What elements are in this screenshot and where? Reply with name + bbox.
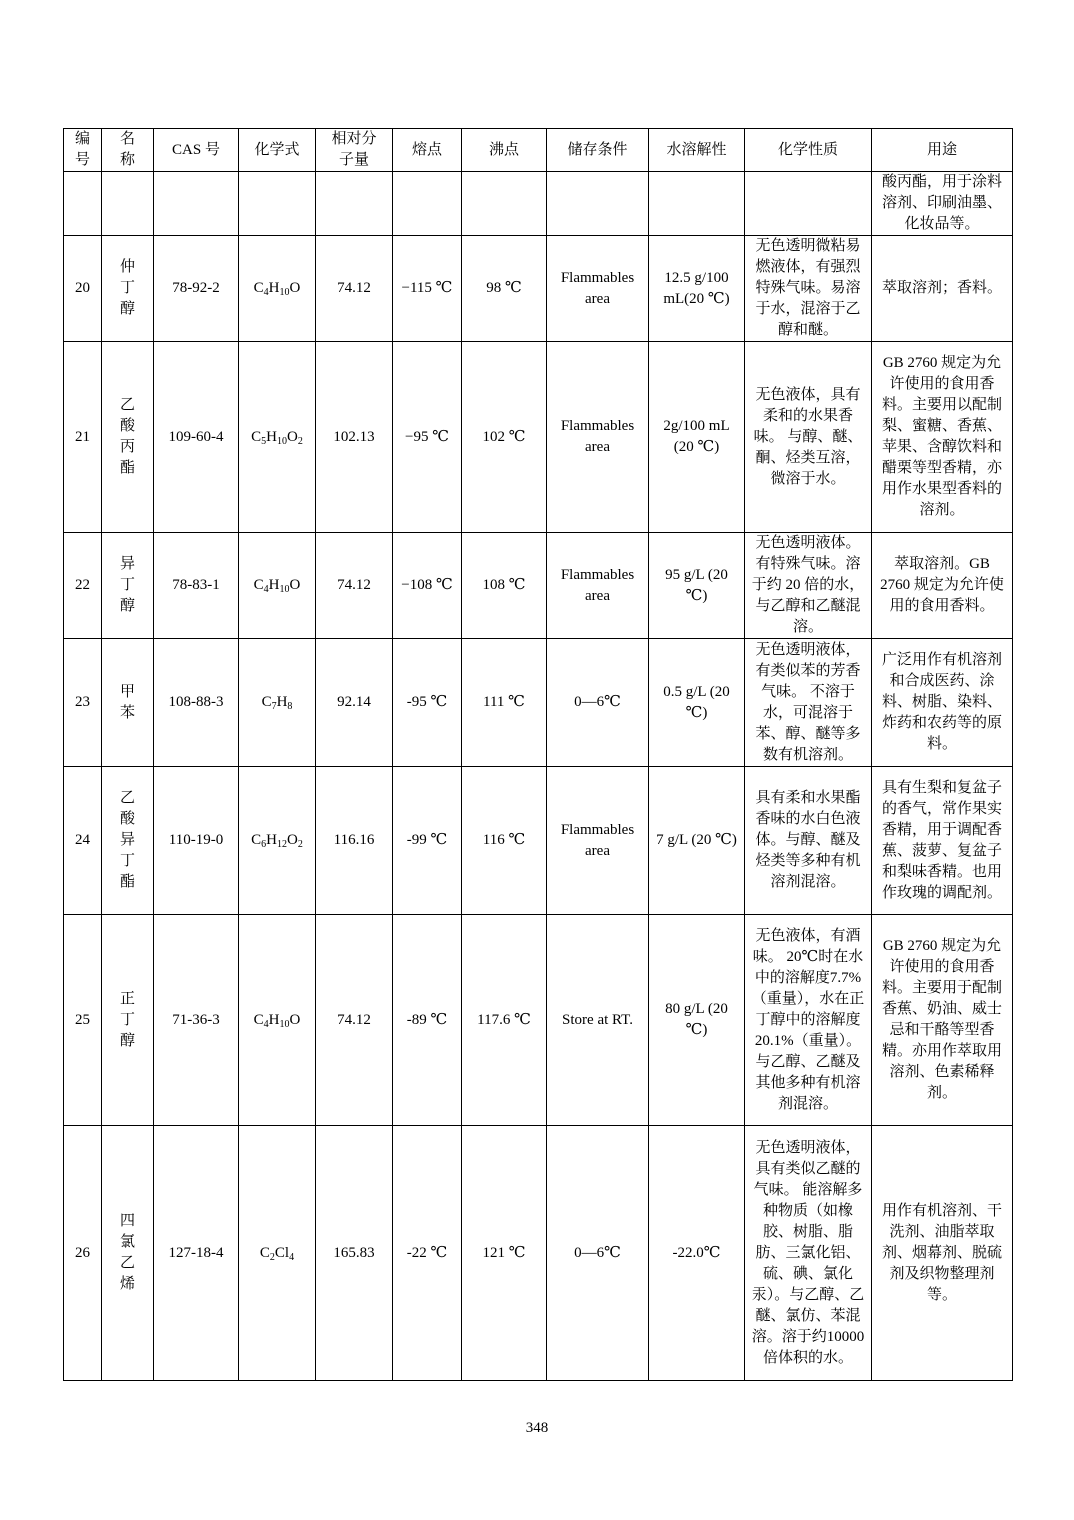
cell-name: 正丁醇 xyxy=(102,915,154,1126)
cell-properties: 无色液体，具有柔和的水果香味。 与醇、醚、酮、烃类互溶，微溶于水。 xyxy=(745,342,872,533)
cell-formula xyxy=(239,533,316,639)
cell-name: 乙酸丙酯 xyxy=(102,342,154,533)
cell-storage: Flammables area xyxy=(547,533,649,639)
cell-empty xyxy=(462,172,547,236)
cell-empty xyxy=(102,172,154,236)
header-row xyxy=(64,129,1013,172)
cell-mw: 92.14 xyxy=(316,639,393,767)
header-formula: 化学式 xyxy=(239,129,316,172)
continuation-row xyxy=(64,172,1013,236)
cell-storage: 0—6℃ xyxy=(547,1126,649,1381)
header-properties: 化学性质 xyxy=(745,129,872,172)
table-row xyxy=(64,1126,1013,1381)
formula-subscript: 4 xyxy=(263,584,269,595)
continuation-use: 酸丙酯，用于涂料溶剂、印刷油墨、化妆品等。 xyxy=(872,172,1013,236)
formula-subscript: 12 xyxy=(277,839,287,850)
formula-subscript: 10 xyxy=(279,1018,290,1030)
cell-empty xyxy=(745,172,872,236)
cell-solubility: 80 g/L (20 ℃) xyxy=(649,915,745,1126)
cell-solubility: 7 g/L (20 ℃) xyxy=(649,767,745,915)
header-no: 编号 xyxy=(64,129,102,172)
cell-bp: 116 ℃ xyxy=(462,767,547,915)
formula-element: H xyxy=(268,577,280,593)
formula-element: C xyxy=(261,694,272,710)
formula-subscript: 4 xyxy=(289,1251,295,1263)
formula-element: C xyxy=(253,1011,264,1028)
cell-formula xyxy=(239,767,316,915)
cell-mw: 165.83 xyxy=(316,1126,393,1381)
formula-element: C xyxy=(251,832,262,848)
cell-use: 广泛用作有机溶剂和合成医药、涂料、树脂、染料、炸药和农药等的原料。 xyxy=(872,639,1013,767)
formula-element: O xyxy=(287,428,298,445)
cell-mw: 74.12 xyxy=(316,236,393,342)
formula-element: H xyxy=(268,1011,280,1028)
cell-storage: Flammables area xyxy=(547,767,649,915)
table-row xyxy=(64,639,1013,767)
cell-properties: 具有柔和水果酯香味的水白色液体。与醇、醚及烃类等多种有机溶剂混溶。 xyxy=(745,767,872,915)
cell-no: 21 xyxy=(64,342,102,533)
formula-subscript: 7 xyxy=(271,701,277,712)
cell-mp: -95 ℃ xyxy=(393,639,462,767)
formula-element: H xyxy=(276,694,288,710)
cell-mw: 116.16 xyxy=(316,767,393,915)
formula-element: O xyxy=(289,280,301,296)
cell-use: GB 2760 规定为允许使用的食用香料。主要用于配制香蕉、奶油、威士忌和干酪等型香精。亦用作萃取用溶剂、色素稀释剂。 xyxy=(872,915,1013,1126)
cell-solubility: 0.5 g/L (20 ℃) xyxy=(649,639,745,767)
cell-no: 22 xyxy=(64,533,102,639)
cell-bp: 108 ℃ xyxy=(462,533,547,639)
cell-solubility: 95 g/L (20 ℃) xyxy=(649,533,745,639)
cell-mp: -22 ℃ xyxy=(393,1126,462,1381)
formula-element: O xyxy=(287,832,298,848)
formula-element: C xyxy=(253,280,264,296)
cell-cas: 109-60-4 xyxy=(154,342,239,533)
header-mw: 相对分子量 xyxy=(316,129,393,172)
cell-formula xyxy=(239,1126,316,1381)
table-body xyxy=(64,172,1013,1381)
cell-mw: 102.13 xyxy=(316,342,393,533)
cell-cas: 71-36-3 xyxy=(154,915,239,1126)
cell-mw: 74.12 xyxy=(316,915,393,1126)
page-number: 348 xyxy=(525,1420,549,1436)
formula-element: Cl xyxy=(274,1244,290,1261)
cell-cas: 108-88-3 xyxy=(154,639,239,767)
cell-empty xyxy=(154,172,239,236)
cell-name: 异丁醇 xyxy=(102,533,154,639)
formula-element: H xyxy=(266,832,277,848)
cell-mp: -99 ℃ xyxy=(393,767,462,915)
cell-empty xyxy=(239,172,316,236)
cell-name: 乙酸异丁酯 xyxy=(102,767,154,915)
cell-storage: 0—6℃ xyxy=(547,639,649,767)
cell-empty xyxy=(649,172,745,236)
formula-element: C xyxy=(253,577,264,593)
formula-element: C xyxy=(259,1244,270,1261)
cell-use: 萃取溶剂；香料。 xyxy=(872,236,1013,342)
cell-cas: 78-83-1 xyxy=(154,533,239,639)
cell-empty xyxy=(316,172,393,236)
cell-no: 25 xyxy=(64,915,102,1126)
cell-formula xyxy=(239,915,316,1126)
formula-element: O xyxy=(289,577,301,593)
cell-bp: 121 ℃ xyxy=(462,1126,547,1381)
header-cas: CAS 号 xyxy=(154,129,239,172)
formula-subscript: 4 xyxy=(263,1018,269,1030)
formula-subscript: 10 xyxy=(279,584,290,595)
cell-properties: 无色透明液体，具有类似乙醚的气味。 能溶解多种物质（如橡胶、树脂、脂肪、三氯化铝、硫、碘、氯化汞）。与乙醇、乙醚、氯仿、苯混溶。溶于约10000 倍体积的水。 xyxy=(745,1126,872,1381)
header-bp: 沸点 xyxy=(462,129,547,172)
cell-mp: −95 ℃ xyxy=(393,342,462,533)
cell-mw: 74.12 xyxy=(316,533,393,639)
formula-subscript: 2 xyxy=(297,435,303,447)
cell-mp: −115 ℃ xyxy=(393,236,462,342)
formula-element: C xyxy=(251,428,262,445)
cell-mp: -89 ℃ xyxy=(393,915,462,1126)
formula-subscript: 8 xyxy=(287,701,293,712)
cell-empty xyxy=(64,172,102,236)
formula-subscript: 5 xyxy=(261,435,267,447)
cell-cas: 78-92-2 xyxy=(154,236,239,342)
formula-element: H xyxy=(268,280,280,296)
cell-no: 20 xyxy=(64,236,102,342)
cell-mp: −108 ℃ xyxy=(393,533,462,639)
cell-formula xyxy=(239,236,316,342)
cell-formula xyxy=(239,639,316,767)
formula-element: O xyxy=(289,1011,301,1028)
formula-subscript: 6 xyxy=(261,839,267,850)
header-storage: 储存条件 xyxy=(547,129,649,172)
header-name: 名称 xyxy=(102,129,154,172)
cell-no: 23 xyxy=(64,639,102,767)
cell-solubility: 2g/100 mL (20 ℃) xyxy=(649,342,745,533)
cell-solubility: -22.0℃ xyxy=(649,1126,745,1381)
cell-properties: 无色液体，有酒味。 20℃时在水中的溶解度7.7%（重量），水在正丁醇中的溶解度20.1%（重量）。与乙醇、乙醚及其他多种有机溶剂混溶。 xyxy=(745,915,872,1126)
cell-storage: Store at RT. xyxy=(547,915,649,1126)
cell-storage: Flammables area xyxy=(547,236,649,342)
cell-use: 具有生梨和复盆子的香气，常作果实香精，用于调配香蕉、菠萝、复盆子和梨味香精。也用作玫瑰的调配剂。 xyxy=(872,767,1013,915)
cell-name: 仲丁醇 xyxy=(102,236,154,342)
header-solubility: 水溶解性 xyxy=(649,129,745,172)
header-use: 用途 xyxy=(872,129,1013,172)
cell-name: 甲苯 xyxy=(102,639,154,767)
table-row xyxy=(64,915,1013,1126)
formula-subscript: 4 xyxy=(263,287,269,298)
formula-subscript: 10 xyxy=(277,435,287,447)
cell-bp: 111 ℃ xyxy=(462,639,547,767)
formula-subscript: 2 xyxy=(297,839,303,850)
header-mp: 熔点 xyxy=(393,129,462,172)
cell-formula xyxy=(239,342,316,533)
cell-empty xyxy=(547,172,649,236)
cell-name: 四氯乙烯 xyxy=(102,1126,154,1381)
cell-bp: 102 ℃ xyxy=(462,342,547,533)
formula-element: H xyxy=(266,428,277,445)
cell-use: GB 2760 规定为允许使用的食用香料。主要用以配制梨、蜜糖、香蕉、苹果、含醇饮料和醋栗等型香精，亦用作水果型香料的溶剂。 xyxy=(872,342,1013,533)
cell-properties: 无色透明微粘易燃液体，有强烈特殊气味。易溶于水，混溶于乙醇和醚。 xyxy=(745,236,872,342)
cell-storage: Flammables area xyxy=(547,342,649,533)
cell-no: 26 xyxy=(64,1126,102,1381)
cell-bp: 117.6 ℃ xyxy=(462,915,547,1126)
cell-use: 萃取溶剂。GB 2760 规定为允许使用的食用香料。 xyxy=(872,533,1013,639)
cell-use: 用作有机溶剂、干洗剂、油脂萃取剂、烟幕剂、脱硫剂及织物整理剂等。 xyxy=(872,1126,1013,1381)
cell-empty xyxy=(393,172,462,236)
cell-properties: 无色透明液体。有特殊气味。溶于约 20 倍的水，与乙醇和乙醚混溶。 xyxy=(745,533,872,639)
formula-subscript: 10 xyxy=(279,287,290,298)
chemical-table xyxy=(63,128,1013,1381)
cell-properties: 无色透明液体，有类似苯的芳香气味。 不溶于水，可混溶于苯、醇、醚等多数有机溶剂。 xyxy=(745,639,872,767)
cell-cas: 127-18-4 xyxy=(154,1126,239,1381)
cell-no: 24 xyxy=(64,767,102,915)
cell-cas: 110-19-0 xyxy=(154,767,239,915)
table-row xyxy=(64,767,1013,915)
table-row xyxy=(64,236,1013,342)
table-row xyxy=(64,342,1013,533)
cell-solubility: 12.5 g/100 mL(20 ℃) xyxy=(649,236,745,342)
formula-subscript: 2 xyxy=(269,1251,275,1263)
table-row xyxy=(64,533,1013,639)
cell-bp: 98 ℃ xyxy=(462,236,547,342)
